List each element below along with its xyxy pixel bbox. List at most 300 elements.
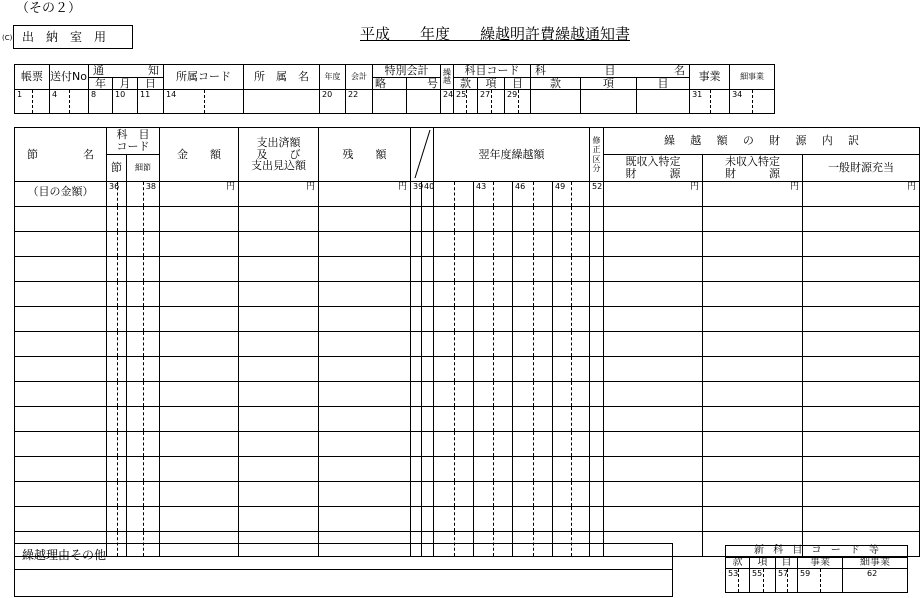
table-cell[interactable] xyxy=(604,257,703,282)
table-cell[interactable] xyxy=(422,332,434,357)
table-row xyxy=(15,207,920,232)
new-moku-field[interactable]: 57 xyxy=(776,569,798,593)
table-cell[interactable] xyxy=(319,332,411,357)
table-cell[interactable] xyxy=(703,257,803,282)
table-row xyxy=(15,432,920,457)
table-cell[interactable] xyxy=(239,282,319,307)
table-cell[interactable] xyxy=(127,357,160,382)
table-cell[interactable] xyxy=(803,457,920,482)
table-cell[interactable] xyxy=(107,457,127,482)
new-moku-label: 目 xyxy=(776,557,798,569)
reason-label: 繰越理由その他 xyxy=(22,548,107,562)
col-send-no: 送付No. xyxy=(50,65,89,90)
table-cell[interactable] xyxy=(553,357,590,382)
field-carryover-type[interactable]: 24 xyxy=(441,90,454,114)
field-setsu[interactable]: 36 xyxy=(107,182,127,207)
field-saisetsu[interactable]: 38 xyxy=(127,182,160,207)
table-cell[interactable] xyxy=(239,232,319,257)
table-cell[interactable] xyxy=(319,282,411,307)
table-cell[interactable] xyxy=(703,432,803,457)
table-cell[interactable] xyxy=(513,207,553,232)
table-cell[interactable] xyxy=(604,432,703,457)
table-cell[interactable] xyxy=(319,257,411,282)
office-use-box xyxy=(13,25,133,49)
table-cell[interactable] xyxy=(319,382,411,407)
table-cell[interactable] xyxy=(553,207,590,232)
table-cell[interactable] xyxy=(474,457,513,482)
table-cell[interactable] xyxy=(513,407,553,432)
table-cell[interactable] xyxy=(127,332,160,357)
field-kou-name[interactable] xyxy=(581,90,637,114)
table-cell[interactable] xyxy=(15,507,107,532)
table-cell[interactable] xyxy=(434,232,474,257)
table-cell[interactable] xyxy=(411,207,422,232)
table-cell[interactable] xyxy=(127,382,160,407)
field-40[interactable]: 40 xyxy=(422,182,434,207)
table-cell[interactable] xyxy=(553,482,590,507)
table-cell[interactable] xyxy=(604,482,703,507)
table-cell[interactable] xyxy=(474,507,513,532)
table-cell[interactable] xyxy=(411,332,422,357)
table-row xyxy=(15,482,920,507)
col-next-year: 翌年度繰越額 xyxy=(434,128,590,182)
table-cell[interactable] xyxy=(434,257,474,282)
col-special-no: 号 xyxy=(407,77,441,90)
table-cell[interactable] xyxy=(422,507,434,532)
top-info-table xyxy=(14,64,775,114)
table-cell[interactable] xyxy=(434,382,474,407)
diagonal-line xyxy=(411,128,434,180)
table-cell[interactable] xyxy=(474,382,513,407)
table-cell[interactable] xyxy=(160,232,239,257)
table-cell[interactable] xyxy=(107,432,127,457)
table-cell[interactable] xyxy=(422,207,434,232)
table-row xyxy=(15,232,920,257)
table-row xyxy=(15,507,920,532)
table-cell[interactable] xyxy=(590,482,604,507)
table-cell[interactable] xyxy=(803,432,920,457)
table-cell[interactable] xyxy=(590,457,604,482)
col-kan-name: 款 xyxy=(531,77,581,90)
table-cell[interactable] xyxy=(803,232,920,257)
table-cell[interactable] xyxy=(553,507,590,532)
table-cell[interactable] xyxy=(15,482,107,507)
table-cell[interactable] xyxy=(513,382,553,407)
table-cell[interactable] xyxy=(474,407,513,432)
table-cell[interactable] xyxy=(553,257,590,282)
col-subject-code: 科目コード xyxy=(454,65,531,78)
table-row xyxy=(15,307,920,332)
table-cell[interactable] xyxy=(160,432,239,457)
new-kan-field[interactable]: 53 xyxy=(726,569,750,593)
field-kan-name[interactable] xyxy=(531,90,581,114)
table-cell[interactable] xyxy=(160,407,239,432)
table-cell[interactable] xyxy=(803,332,920,357)
col-saisetsu: 細節 xyxy=(127,155,160,182)
table-cell[interactable] xyxy=(513,232,553,257)
table-cell[interactable] xyxy=(703,307,803,332)
col-dept-name: 所 属 名 xyxy=(244,65,320,90)
table-cell[interactable] xyxy=(422,457,434,482)
col-carryover-type: 繰越 xyxy=(441,65,454,90)
table-row xyxy=(15,407,920,432)
table-cell[interactable] xyxy=(239,257,319,282)
table-cell[interactable] xyxy=(434,282,474,307)
table-cell[interactable] xyxy=(803,407,920,432)
table-cell[interactable] xyxy=(411,382,422,407)
table-cell[interactable] xyxy=(474,232,513,257)
col-collected: 既収入特定 財 源 xyxy=(604,155,703,182)
table-cell[interactable] xyxy=(411,507,422,532)
table-cell[interactable] xyxy=(803,482,920,507)
field-correction[interactable]: 52 xyxy=(590,182,604,207)
table-cell[interactable] xyxy=(127,507,160,532)
table-cell[interactable] xyxy=(319,507,411,532)
table-cell[interactable] xyxy=(604,457,703,482)
table-cell[interactable] xyxy=(474,257,513,282)
table-cell[interactable] xyxy=(239,482,319,507)
table-cell[interactable] xyxy=(422,282,434,307)
table-cell[interactable] xyxy=(15,407,107,432)
table-cell[interactable] xyxy=(553,457,590,482)
field-kan-code[interactable]: 25 xyxy=(454,90,478,114)
table-cell[interactable] xyxy=(239,332,319,357)
table-cell[interactable] xyxy=(107,307,127,332)
table-cell[interactable] xyxy=(703,482,803,507)
reason-box[interactable] xyxy=(14,543,673,597)
table-cell[interactable] xyxy=(160,382,239,407)
table-cell[interactable] xyxy=(553,432,590,457)
table-cell[interactable] xyxy=(803,282,920,307)
new-sub-project-label: 細事業 xyxy=(843,557,908,569)
col-general: 一般財源充当 xyxy=(803,155,920,182)
table-cell[interactable] xyxy=(803,257,920,282)
table-cell[interactable] xyxy=(474,307,513,332)
table-cell[interactable] xyxy=(590,357,604,382)
table-cell[interactable] xyxy=(604,232,703,257)
table-cell[interactable] xyxy=(127,307,160,332)
new-code-table xyxy=(725,545,908,593)
table-cell[interactable] xyxy=(553,307,590,332)
table-cell[interactable] xyxy=(434,407,474,432)
table-cell[interactable] xyxy=(434,482,474,507)
table-cell[interactable] xyxy=(107,407,127,432)
col-spent: 支出済額 及 び 支出見込額 xyxy=(239,128,319,182)
table-cell[interactable] xyxy=(590,407,604,432)
table-cell[interactable] xyxy=(15,457,107,482)
table-cell[interactable] xyxy=(703,507,803,532)
sheet-number: （その２） xyxy=(16,1,82,16)
table-cell[interactable] xyxy=(411,457,422,482)
table-cell[interactable] xyxy=(127,432,160,457)
table-cell[interactable] xyxy=(553,332,590,357)
table-cell[interactable] xyxy=(434,457,474,482)
field-next-4[interactable]: 49 xyxy=(553,182,590,207)
table-cell[interactable] xyxy=(127,407,160,432)
table-cell[interactable] xyxy=(422,407,434,432)
table-cell[interactable] xyxy=(422,357,434,382)
table-cell[interactable] xyxy=(107,507,127,532)
table-cell[interactable] xyxy=(513,357,553,382)
table-cell[interactable] xyxy=(513,257,553,282)
table-cell[interactable] xyxy=(434,507,474,532)
table-cell[interactable] xyxy=(160,332,239,357)
table-cell[interactable] xyxy=(411,357,422,382)
table-cell[interactable] xyxy=(434,432,474,457)
table-cell[interactable] xyxy=(239,407,319,432)
col-amount: 金 額 xyxy=(160,128,239,182)
table-cell[interactable] xyxy=(590,257,604,282)
table-cell[interactable] xyxy=(411,407,422,432)
field-form[interactable]: 1 xyxy=(15,90,50,114)
field-amount[interactable]: 円 xyxy=(160,182,239,207)
table-cell[interactable] xyxy=(239,382,319,407)
field-fiscal-year[interactable]: 20 xyxy=(320,90,346,114)
table-cell[interactable] xyxy=(590,332,604,357)
table-cell[interactable] xyxy=(107,207,127,232)
table-cell[interactable] xyxy=(513,457,553,482)
field-moku-name[interactable] xyxy=(637,90,690,114)
field-project[interactable]: 31 xyxy=(690,90,730,114)
table-cell[interactable] xyxy=(590,432,604,457)
field-sub-project[interactable]: 34 xyxy=(730,90,775,114)
table-cell[interactable] xyxy=(160,357,239,382)
table-cell[interactable] xyxy=(703,382,803,407)
field-special-no[interactable] xyxy=(407,90,441,114)
table-cell[interactable] xyxy=(604,307,703,332)
table-cell[interactable] xyxy=(422,232,434,257)
table-cell[interactable] xyxy=(474,332,513,357)
table-cell[interactable] xyxy=(239,357,319,382)
col-form: 帳票 xyxy=(15,65,50,90)
table-cell[interactable] xyxy=(590,232,604,257)
table-cell[interactable] xyxy=(319,407,411,432)
table-cell[interactable] xyxy=(422,432,434,457)
row-label: （目の金額） xyxy=(15,182,107,207)
table-cell[interactable] xyxy=(474,432,513,457)
table-cell[interactable] xyxy=(422,482,434,507)
table-cell[interactable] xyxy=(411,232,422,257)
col-setsu-name: 節 名 xyxy=(15,128,107,182)
table-cell[interactable] xyxy=(604,332,703,357)
table-cell[interactable] xyxy=(127,482,160,507)
table-cell[interactable] xyxy=(160,282,239,307)
table-cell[interactable] xyxy=(107,357,127,382)
col-year: 年 xyxy=(89,77,113,90)
table-cell[interactable] xyxy=(803,207,920,232)
table-cell[interactable] xyxy=(160,307,239,332)
table-cell[interactable] xyxy=(15,382,107,407)
table-cell[interactable] xyxy=(434,207,474,232)
table-cell[interactable] xyxy=(319,307,411,332)
table-cell[interactable] xyxy=(107,257,127,282)
field-month[interactable]: 10 xyxy=(113,90,138,114)
table-cell[interactable] xyxy=(590,307,604,332)
field-next-3[interactable]: 46 xyxy=(513,182,553,207)
reason-divider xyxy=(15,569,672,570)
table-cell[interactable] xyxy=(15,432,107,457)
table-cell[interactable] xyxy=(553,282,590,307)
field-dept-name[interactable] xyxy=(244,90,320,114)
field-send-no[interactable]: 4 xyxy=(50,90,89,114)
table-cell[interactable] xyxy=(513,432,553,457)
col-kou: 項 xyxy=(478,77,505,90)
new-kou-field[interactable]: 55 xyxy=(750,569,776,593)
table-cell[interactable] xyxy=(127,457,160,482)
field-year[interactable]: 8 xyxy=(89,90,113,114)
table-cell[interactable] xyxy=(604,507,703,532)
table-cell[interactable] xyxy=(160,507,239,532)
table-cell[interactable] xyxy=(127,282,160,307)
field-39[interactable]: 39 xyxy=(411,182,422,207)
table-cell[interactable] xyxy=(127,257,160,282)
table-cell[interactable] xyxy=(703,407,803,432)
table-cell[interactable] xyxy=(239,207,319,232)
field-moku-code[interactable]: 29 xyxy=(505,90,531,114)
table-cell[interactable] xyxy=(703,232,803,257)
table-cell[interactable] xyxy=(590,507,604,532)
col-setsu: 節 xyxy=(107,155,127,182)
table-cell[interactable] xyxy=(803,507,920,532)
table-cell[interactable] xyxy=(434,332,474,357)
table-cell[interactable] xyxy=(553,382,590,407)
table-cell[interactable] xyxy=(319,207,411,232)
table-cell[interactable] xyxy=(604,382,703,407)
table-row xyxy=(15,282,920,307)
table-cell[interactable] xyxy=(803,307,920,332)
table-cell[interactable] xyxy=(474,282,513,307)
table-cell[interactable] xyxy=(513,282,553,307)
col-moku: 目 xyxy=(505,77,531,90)
table-cell[interactable] xyxy=(474,207,513,232)
table-cell[interactable] xyxy=(513,482,553,507)
table-row xyxy=(15,257,920,282)
field-next-2[interactable]: 43 xyxy=(474,182,513,207)
table-cell[interactable] xyxy=(319,432,411,457)
field-general[interactable]: 円 xyxy=(803,182,920,207)
table-cell[interactable] xyxy=(411,282,422,307)
table-cell[interactable] xyxy=(703,457,803,482)
table-row xyxy=(15,332,920,357)
table-cell[interactable] xyxy=(590,382,604,407)
form-title: 平成 年度 繰越明許費繰越通知書 xyxy=(360,25,631,43)
table-cell[interactable] xyxy=(703,282,803,307)
table-cell[interactable] xyxy=(422,307,434,332)
col-dept-code: 所属コード xyxy=(164,65,244,90)
field-kou-code[interactable]: 27 xyxy=(478,90,505,114)
table-cell[interactable] xyxy=(803,357,920,382)
field-balance[interactable]: 円 xyxy=(319,182,411,207)
table-cell[interactable] xyxy=(107,282,127,307)
table-cell[interactable] xyxy=(422,382,434,407)
table-cell[interactable] xyxy=(319,482,411,507)
table-cell[interactable] xyxy=(604,357,703,382)
table-cell[interactable] xyxy=(474,482,513,507)
table-cell[interactable] xyxy=(590,207,604,232)
new-code-title: 新科目コード等 xyxy=(726,546,908,558)
col-kan: 款 xyxy=(454,77,478,90)
field-collected[interactable]: 円 xyxy=(604,182,703,207)
table-cell[interactable] xyxy=(604,207,703,232)
table-cell[interactable] xyxy=(15,282,107,307)
table-cell[interactable] xyxy=(474,357,513,382)
table-cell[interactable] xyxy=(411,307,422,332)
table-cell[interactable] xyxy=(434,357,474,382)
field-spent[interactable]: 円 xyxy=(239,182,319,207)
table-cell[interactable] xyxy=(803,382,920,407)
field-uncollected[interactable]: 円 xyxy=(703,182,803,207)
table-cell[interactable] xyxy=(160,457,239,482)
table-cell[interactable] xyxy=(15,207,107,232)
table-cell[interactable] xyxy=(513,307,553,332)
col-moku-name: 目 xyxy=(637,77,690,90)
table-cell[interactable] xyxy=(411,257,422,282)
table-cell[interactable] xyxy=(604,282,703,307)
table-row xyxy=(15,182,920,207)
table-cell[interactable] xyxy=(590,282,604,307)
table-cell[interactable] xyxy=(411,482,422,507)
new-project-label: 事業 xyxy=(798,557,843,569)
table-cell[interactable] xyxy=(107,382,127,407)
table-cell[interactable] xyxy=(239,457,319,482)
table-cell[interactable] xyxy=(107,232,127,257)
table-cell[interactable] xyxy=(553,232,590,257)
field-special-abbr[interactable] xyxy=(373,90,407,114)
new-sub-project-field[interactable]: 62 xyxy=(843,569,908,593)
table-cell[interactable] xyxy=(107,332,127,357)
new-project-field[interactable]: 59 xyxy=(798,569,843,593)
table-cell[interactable] xyxy=(160,257,239,282)
table-cell[interactable] xyxy=(127,232,160,257)
table-cell[interactable] xyxy=(160,482,239,507)
field-account[interactable]: 22 xyxy=(346,90,373,114)
col-special-account: 特別会計 xyxy=(373,65,441,78)
col-subject-code: 科 目 コード xyxy=(107,128,160,155)
table-cell[interactable] xyxy=(319,457,411,482)
table-cell[interactable] xyxy=(15,232,107,257)
table-cell[interactable] xyxy=(513,332,553,357)
table-cell[interactable] xyxy=(15,332,107,357)
table-cell[interactable] xyxy=(434,307,474,332)
table-cell[interactable] xyxy=(319,232,411,257)
table-row xyxy=(15,457,920,482)
table-cell[interactable] xyxy=(553,407,590,432)
table-cell[interactable] xyxy=(703,207,803,232)
field-dept-code[interactable]: 14 xyxy=(164,90,244,114)
table-cell[interactable] xyxy=(604,407,703,432)
table-cell[interactable] xyxy=(15,307,107,332)
table-cell[interactable] xyxy=(239,307,319,332)
field-next-1[interactable] xyxy=(434,182,474,207)
table-cell[interactable] xyxy=(239,432,319,457)
field-day[interactable]: 11 xyxy=(138,90,164,114)
table-cell[interactable] xyxy=(319,357,411,382)
table-cell[interactable] xyxy=(239,507,319,532)
table-cell[interactable] xyxy=(15,257,107,282)
table-cell[interactable] xyxy=(107,482,127,507)
table-row xyxy=(15,382,920,407)
table-cell[interactable] xyxy=(422,257,434,282)
col-account: 会計 xyxy=(346,65,373,90)
table-cell[interactable] xyxy=(513,507,553,532)
table-cell[interactable] xyxy=(411,432,422,457)
table-cell[interactable] xyxy=(15,357,107,382)
new-kou-label: 項 xyxy=(750,557,776,569)
table-cell[interactable] xyxy=(127,207,160,232)
table-cell[interactable] xyxy=(703,332,803,357)
table-cell[interactable] xyxy=(160,207,239,232)
table-cell[interactable] xyxy=(703,357,803,382)
